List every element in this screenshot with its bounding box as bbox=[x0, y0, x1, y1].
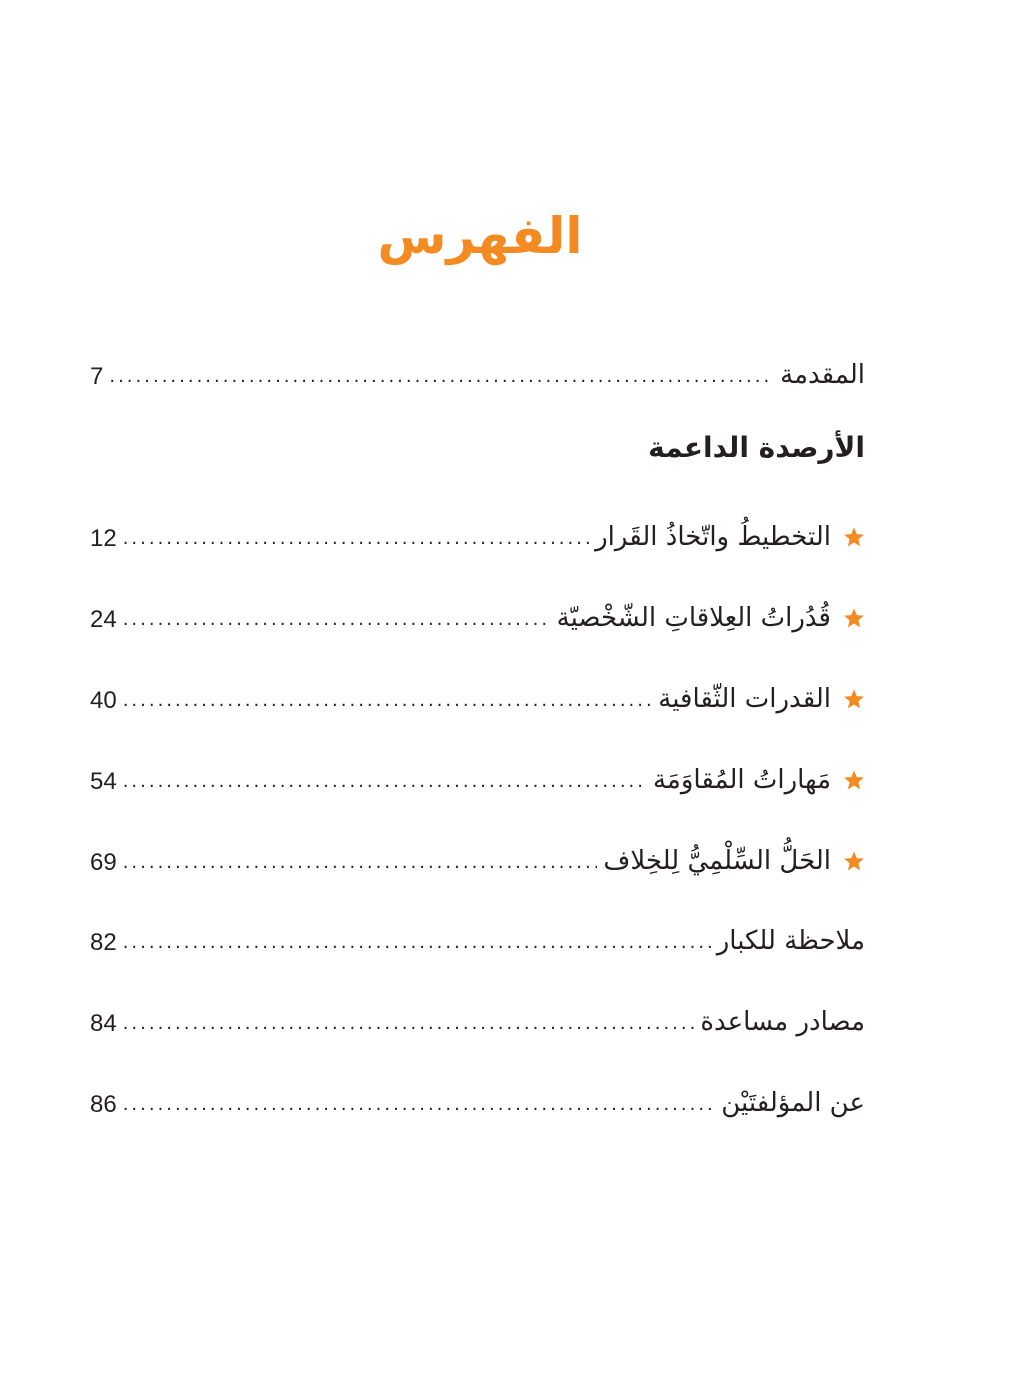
entry-label: مَهاراتُ المُقاوَمَة bbox=[652, 765, 831, 795]
toc-row-section-item[interactable] bbox=[90, 747, 865, 797]
dot-leader bbox=[123, 848, 598, 878]
star-icon bbox=[843, 607, 865, 629]
page-number: 24 bbox=[90, 606, 117, 633]
entry-label: المقدمة bbox=[780, 360, 865, 390]
toc-row-closing[interactable] bbox=[90, 1070, 865, 1120]
toc-row-intro[interactable] bbox=[90, 342, 865, 392]
page-number: 12 bbox=[90, 525, 117, 552]
dot-leader bbox=[123, 1090, 716, 1120]
page-number: 54 bbox=[90, 768, 117, 795]
toc-row-closing[interactable] bbox=[90, 989, 865, 1039]
entry-label: عن المؤلفتَيْن bbox=[721, 1088, 865, 1118]
dot-leader bbox=[123, 928, 711, 958]
page-title: الفهرس bbox=[377, 207, 583, 265]
dot-leader bbox=[123, 605, 551, 635]
dot-leader bbox=[123, 524, 589, 554]
toc-row-section-item[interactable] bbox=[90, 504, 865, 554]
toc-row-section-item[interactable] bbox=[90, 828, 865, 878]
dot-leader bbox=[123, 686, 653, 716]
toc-row-section-item[interactable] bbox=[90, 666, 865, 716]
toc-row-section-item[interactable] bbox=[90, 585, 865, 635]
star-icon bbox=[843, 688, 865, 710]
entry-label: ملاحظة للكبار bbox=[716, 926, 865, 956]
page-number: 40 bbox=[90, 687, 117, 714]
dot-leader bbox=[109, 362, 774, 392]
dot-leader bbox=[123, 1009, 695, 1039]
page-number: 86 bbox=[90, 1091, 117, 1118]
dot-leader bbox=[123, 767, 647, 797]
star-icon bbox=[843, 769, 865, 791]
entry-label: القدرات الثّقافية bbox=[658, 684, 831, 714]
page-number: 84 bbox=[90, 1010, 117, 1037]
page-number: 82 bbox=[90, 929, 117, 956]
toc-row-closing[interactable] bbox=[90, 908, 865, 958]
section-heading: الأرصدة الداعمة bbox=[648, 431, 865, 464]
page-number: 69 bbox=[90, 849, 117, 876]
star-icon bbox=[843, 526, 865, 548]
star-icon bbox=[843, 850, 865, 872]
page-number: 7 bbox=[90, 363, 104, 390]
entry-label: الحَلُّ السِّلْمِيُّ لِلخِلاف bbox=[603, 846, 831, 876]
entry-label: التخطيطُ واتّخاذُ القَرار bbox=[595, 522, 831, 552]
entry-label: مصادر مساعدة bbox=[700, 1007, 865, 1037]
entry-label: قُدُراتُ العِلاقاتِ الشّخْصيّة bbox=[556, 603, 831, 633]
